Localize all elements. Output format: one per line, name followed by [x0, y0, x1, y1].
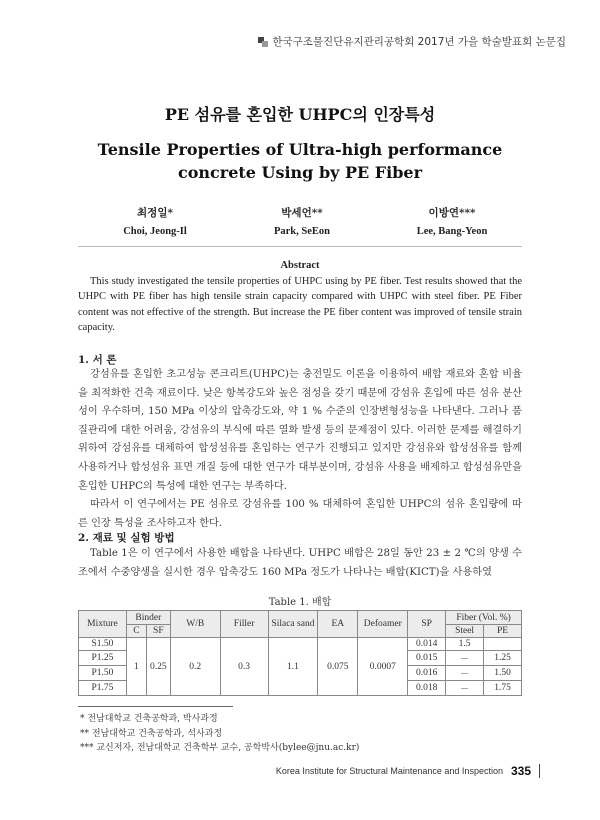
table-header: Mixture: [79, 611, 127, 638]
table-cell: 0.018: [408, 681, 446, 696]
section-heading-materials: 2. 재료 및 실험 방법: [78, 532, 175, 544]
abstract-heading: Abstract: [280, 260, 320, 271]
table-header: Fiber (Vol. %): [446, 611, 522, 625]
author-name-ko: 박세언**: [281, 207, 323, 219]
footer-text: Korea Institute for Structural Maintenance and Inspection: [275, 766, 503, 776]
author-name-ko: 최정일*: [137, 207, 173, 219]
abstract-text: This study investigated the tensile properties of UHPC using by PE fiber. Test results showed that the UHPC with PE fiber has high tensile strain capacity compared with UHPC with steel fiber. PE Fiber content was not effective of the strength. But increase the PE fiber content was improved of tensile strain capacity.: [78, 276, 522, 333]
table-cell: 1.75: [484, 681, 522, 696]
paragraph: 따라서 이 연구에서는 PE 섬유로 강섬유를 100 % 대체하여 혼입한 UHPC의 섬유 혼입량에 따른 인장 특성을 조사하고자 한다.: [78, 499, 522, 529]
table-cell: 1.25: [484, 651, 522, 666]
table-cell: 1.1: [268, 638, 318, 696]
author-1: [75, 205, 235, 237]
table-header: PE: [484, 625, 522, 638]
table-cell: 1.50: [484, 666, 522, 681]
divider: [78, 246, 522, 247]
table-row: [79, 638, 522, 651]
table-header: Defoamer: [358, 611, 408, 638]
table-cell: 0.3: [220, 638, 268, 696]
table-header: W/B: [170, 611, 220, 638]
table-header: C: [126, 625, 146, 638]
table-cell: P1.50: [79, 666, 127, 681]
paragraph: 강섬유를 혼입한 초고성능 콘크리트(UHPC)는 충전밀도 이론을 이용하여 배합 재료와 혼합 비율을 최적화한 건축 재료이다. 낮은 항복강도와 높은 점성을 갖기 때문에 강섬유 혼입에 따른 섬유 분산성이 우수하며, 150 MPa 이상의 압축강도와, 약 1 % 수준의 인장변형성능을 나타낸다. 그러나 품질관리에 대한 어려움, 강섬유의 부식에 따른 열화 발생 등의 문제점이 있다. 이러한 문제를 해결하기 위하여 강섬유를 대체하여 합성섬유를 혼입하는 연구가 진행되고 있지만 강섬유와 합성섬유를 함께 사용하거나 합성섬유 표면 개질 등에 대한 연구가 대부분이며, 강섬유 사용을 배제하고 합성섬유만을 혼입한 UHPC의 특성에 대한 연구는 부족하다.: [78, 369, 522, 492]
table-cell: 1.5: [446, 638, 484, 651]
table-header: Silaca sand: [268, 611, 318, 638]
footnote: *** 교신저자, 전남대학교 건축학부 교수, 공학박사(bylee@jnu.ac.kr): [80, 743, 360, 753]
footnote: ** 전남대학교 건축공학과, 석사과정: [80, 729, 223, 739]
table-cell: 0.016: [408, 666, 446, 681]
table-header: Binder: [126, 611, 170, 625]
footnote: * 전남대학교 건축공학과, 박사과정: [80, 714, 218, 724]
page-number: 335: [510, 764, 531, 778]
table-cell: 0.25: [146, 638, 170, 696]
table-cell: 1: [126, 638, 146, 696]
table-header: Filler: [220, 611, 268, 638]
author-name-en: Park, SeEon: [273, 226, 330, 237]
introduction-body: [78, 366, 522, 533]
page-footer: [276, 764, 540, 778]
section-heading-introduction: 1. 서 론: [78, 354, 117, 366]
running-header: [258, 34, 566, 49]
table-cell: P1.75: [79, 681, 127, 696]
table-header: SF: [146, 625, 170, 638]
table-cell: 0.015: [408, 651, 446, 666]
table-cell: P1.25: [79, 651, 127, 666]
table-caption: Table 1. 배합: [268, 597, 332, 608]
author-3: [372, 205, 532, 237]
table-cell: 0.2: [170, 638, 220, 696]
table-header: EA: [318, 611, 358, 638]
table-cell: [484, 638, 522, 651]
materials-body: [78, 545, 522, 582]
running-header-text: 한국구조물진단유지관리공학회 2017년 가을 학술발표회 논문집: [272, 36, 566, 48]
footer-bar: [539, 764, 540, 778]
footnote-divider: [78, 706, 233, 707]
table-header: SP: [408, 611, 446, 638]
author-name-ko: 이방연***: [428, 207, 476, 219]
author-name-en: Choi, Jeong-Il: [123, 226, 187, 237]
title-korean: PE 섬유를 혼입한 UHPC의 인장특성: [164, 105, 436, 124]
journal-logo-icon: [258, 37, 268, 47]
table-header: Steel: [446, 625, 484, 638]
paragraph: Table 1은 이 연구에서 사용한 배합을 나타낸다. UHPC 배합은 28일 동안 23 ± 2 ℃의 양생 수조에서 수중양생을 실시한 경우 압축강도 160 MPa 정도가 나타나는 배합(KICT)을 사용하였: [78, 548, 522, 578]
author-2: [222, 205, 382, 237]
table-cell: 0.0007: [358, 638, 408, 696]
mix-table: [78, 610, 522, 696]
table-cell: －: [446, 651, 484, 666]
table-cell: S1.50: [79, 638, 127, 651]
table-cell: 0.014: [408, 638, 446, 651]
author-name-en: Lee, Bang-Yeon: [416, 226, 488, 237]
title-english: Tensile Properties of Ultra-high performance concrete Using by PE Fiber: [97, 140, 503, 182]
table-cell: －: [446, 666, 484, 681]
table-cell: －: [446, 681, 484, 696]
table-cell: 0.075: [318, 638, 358, 696]
